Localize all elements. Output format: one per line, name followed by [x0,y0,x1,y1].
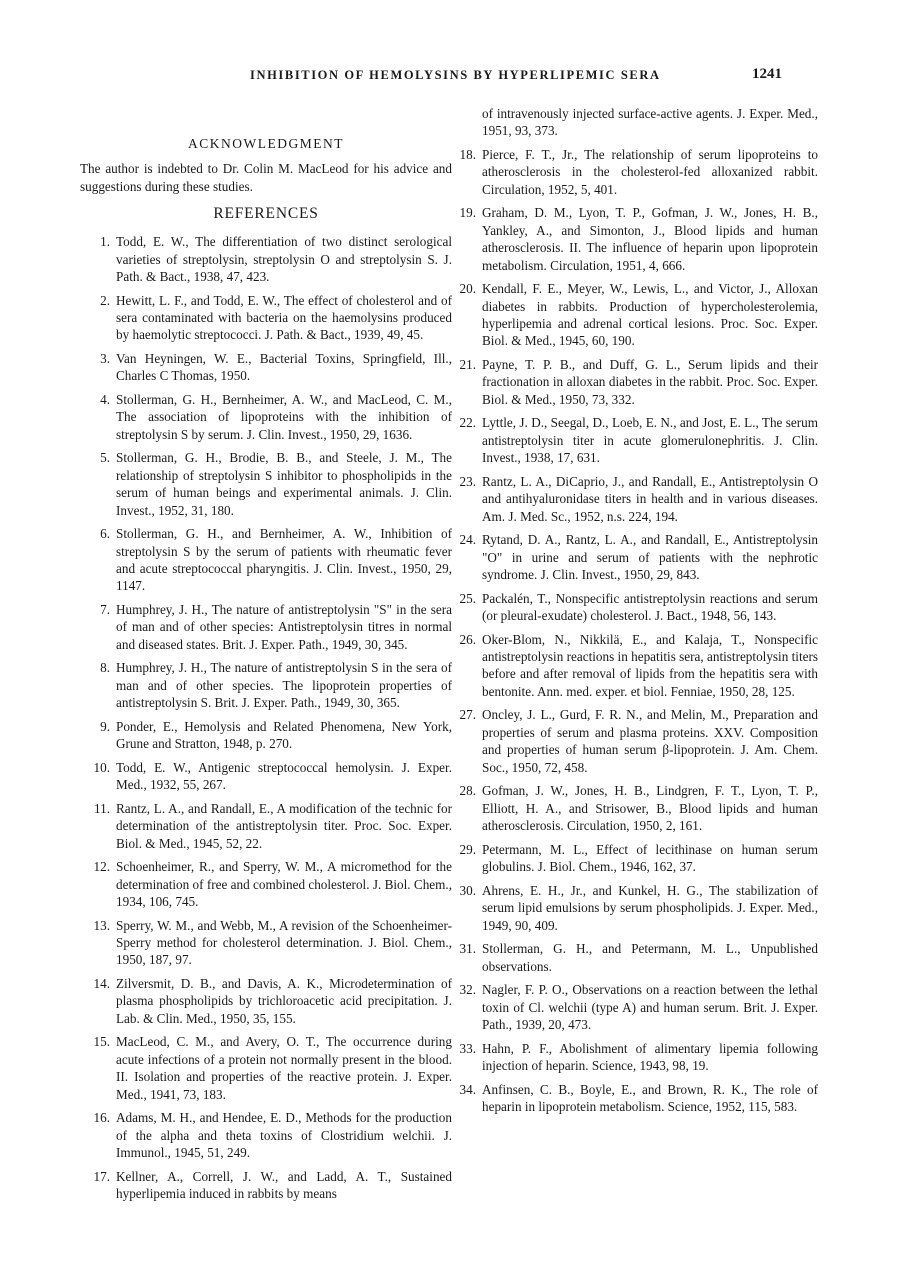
reference-entry [80,975,452,1027]
left-column [80,128,452,1209]
reference-entry [446,882,818,934]
reference-entry [80,233,452,285]
reference-number: 14. [93,976,110,992]
reference-text: Lyttle, J. D., Seegal, D., Loeb, E. N., and Jost, E. L., The serum antistreptolysin titer in acute glomerulonephritis. J. Clin. Invest., 1938, 17, 631. [482,415,818,466]
reference-text: Anfinsen, C. B., Boyle, E., and Brown, R. K., The role of heparin in lipoprotein metabolism. Science, 1952, 115, 583. [482,1081,818,1114]
references-heading: REFERENCES [213,205,319,223]
reference-text: Ponder, E., Hemolysis and Related Phenomena, New York, Grune and Stratton, 1948, p. 270. [116,718,452,752]
reference-entry [446,146,818,198]
page-number: 1241 [752,66,782,82]
reference-number: 2. [100,292,110,308]
reference-text: Oncley, J. L., Gurd, F. R. N., and Melin, M., Preparation and properties of serum and plasma proteins. XXV. Composition and properties of human serum β-lipoprotein. J. Am. Chem. Soc., 1950, 72, 458. [482,707,818,775]
reference-text: Oker-Blom, N., Nikkilä, E., and Kalaja, T., Nonspecific antistreptolysin reactions in hepatitis sera, antistreptolysin titers before and after removal of lipids from the hepatitis sera with bentonite. Ann. med. exper. et biol. Fenniae, 1950, 28, 125. [482,631,818,699]
reference-text: Rytand, D. A., Rantz, L. A., and Randall, E., Antistreptolysin "O" in urine and serum of patients with the nephrotic syndrome. J. Clin. Invest., 1950, 29, 843. [482,532,818,583]
reference-text: Kellner, A., Correll, J. W., and Ladd, A. T., Sustained hyperlipemia induced in rabbits by means [116,1168,452,1202]
reference-number: 17. [93,1168,110,1184]
reference-entry [446,531,818,583]
references-list-left [80,233,452,1202]
reference-number: 19. [459,205,476,221]
reference-text: Stollerman, G. H., and Bernheimer, A. W., Inhibition of streptolysin S by the serum of patients with rheumatic fever and acute streptococcal pharyngitis. J. Clin. Invest., 1950, 29, 1147. [116,526,452,594]
reference-entry [80,391,452,443]
reference-number: 16. [93,1110,110,1126]
reference-text: Ahrens, E. H., Jr., and Kunkel, H. G., The stabilization of serum lipid emulsions by serum phospholipids. J. Exper. Med., 1949, 90, 409. [482,882,818,933]
reference-text: Stollerman, G. H., Bernheimer, A. W., and MacLeod, C. M., The association of lipoproteins with the inhibition of streptolysin S by serum. J. Clin. Invest., 1950, 29, 1636. [116,392,452,442]
reference-entry [80,292,452,344]
reference-text: Rantz, L. A., and Randall, E., A modification of the technic for determination of the antistreptolysin titer. Proc. Soc. Exper. Biol. & Med., 1945, 52, 22. [116,800,452,851]
reference-text: Schoenheimer, R., and Sperry, W. M., A micromethod for the determination of free and combined cholesterol. J. Biol. Chem., 1934, 106, 745. [116,859,452,910]
reference-entry [446,841,818,876]
reference-entry [446,356,818,408]
reference-number: 3. [100,351,110,366]
running-title: INHIBITION OF HEMOLYSINS BY HYPERLIPEMIC SERA [250,68,661,82]
reference-entry [446,204,818,274]
reference-number: 21. [459,357,476,373]
reference-number: 25. [459,590,476,606]
reference-entry [446,1081,818,1116]
reference-entry [80,800,452,852]
reference-entry [80,525,452,595]
reference-text: Adams, M. H., and Hendee, E. D., Methods for the production of the alpha and theta toxins of Clostridium welchii. J. Immunol., 1945, 51, 249. [116,1110,452,1161]
reference-text: Graham, D. M., Lyon, T. P., Gofman, J. W., Jones, H. B., Yankley, A., and Simonton, J., Blood lipids and human atherosclerosis. II. The influence of heparin upon lipoprotein metabolism. Circulation, 1951, 4, 666. [482,205,818,273]
reference-number: 15. [93,1034,110,1050]
reference-number: 6. [100,526,110,542]
reference-entry [80,350,452,385]
reference-number: 4. [100,392,110,407]
reference-number: 24. [459,532,476,548]
reference-entry [80,601,452,653]
reference-entry [446,414,818,466]
reference-entry [80,759,452,794]
reference-text: Rantz, L. A., DiCaprio, J., and Randall, E., Antistreptolysin O and antihyaluronidase titers in health and in various diseases. Am. J. Med. Sc., 1952, n.s. 224, 194. [482,473,818,524]
reference-entry [80,858,452,910]
reference-entry [446,590,818,625]
reference-number: 13. [93,917,110,933]
reference-number: 18. [459,147,476,162]
reference-entry [80,449,452,519]
reference-text: Zilversmit, D. B., and Davis, A. K., Microdetermination of plasma phospholipids by trichloroacetic acid precipitation. J. Lab. & Clin. Med., 1950, 35, 155. [116,976,452,1026]
reference-number: 7. [100,602,110,618]
reference-number: 27. [459,707,476,723]
acknowledgment-text: The author is indebted to Dr. Colin M. MacLeod for his advice and suggestions during these studies. [80,161,452,194]
reference-number: 20. [459,281,476,297]
reference-entry [446,981,818,1033]
reference-entry [80,1109,452,1161]
reference-number: 30. [459,882,476,898]
reference-text: Hahn, P. F., Abolishment of alimentary lipemia following injection of heparin. Science, 1943, 98, 19. [482,1040,818,1073]
reference-number: 10. [93,759,110,775]
reference-number: 32. [459,982,476,998]
reference-text: Sperry, W. M., and Webb, M., A revision of the Schoenheimer-Sperry method for cholesterol determination. J. Biol. Chem., 1950, 187, 97. [116,917,452,968]
reference-text: Petermann, M. L., Effect of lecithinase on human serum globulins. J. Biol. Chem., 1946, 162, 37. [482,841,818,875]
reference-number: 12. [93,859,110,875]
reference-text: Todd, E. W., The differentiation of two distinct serological varieties of streptolysin, streptolysin O and streptolysin S. J. Path. & Bact., 1938, 47, 423. [116,234,452,284]
reference-text: Nagler, F. P. O., Observations on a reaction between the lethal toxin of Cl. welchii (type A) and human serum. Brit. J. Exper. Path., 1939, 20, 473. [482,982,818,1032]
reference-entry [80,1168,452,1203]
reference-entry [446,473,818,525]
reference-entry [446,706,818,776]
reference-entry [446,940,818,975]
reference-text: Pierce, F. T., Jr., The relationship of serum lipoproteins to atherosclerosis in the cholesterol-fed alloxanized rabbit. Circulation, 1952, 5, 401. [482,147,818,197]
reference-entry [80,1033,452,1103]
reference-number: 1. [100,234,110,250]
reference-text: Gofman, J. W., Jones, H. B., Lindgren, F. T., Lyon, T. P., Elliott, H. A., and Strisower, B., Blood lipids and human atherosclerosis. Circulation, 1950, 2, 161. [482,783,818,834]
reference-text: Hewitt, L. F., and Todd, E. W., The effect of cholesterol and of sera contaminated with bacteria on the haemolysins produced by haemolytic streptococci. J. Path. & Bact., 1939, 49, 45. [116,292,452,343]
reference-entry [80,659,452,711]
reference-text: Todd, E. W., Antigenic streptococcal hemolysin. J. Exper. Med., 1932, 55, 267. [116,759,452,793]
reference-text: Humphrey, J. H., The nature of antistreptolysin "S" in the sera of man and of other species: Antistreptolysin titres in normal and diseased states. Brit. J. Exper. Path., 1949, 30, 345. [116,602,452,652]
reference-number: 23. [459,473,476,489]
reference-number: 5. [100,450,110,466]
reference-text: Humphrey, J. H., The nature of antistreptolysin S in the sera of man and of other species. The lipoprotein properties of antistreptolysin S. Brit. J. Exper. Path., 1949, 30, 365. [116,660,452,711]
reference-number: 31. [459,941,476,957]
reference-number: 34. [459,1081,476,1097]
reference-number: 26. [459,631,476,647]
reference-entry [446,280,818,350]
reference-text: MacLeod, C. M., and Avery, O. T., The occurrence during acute infections of a protein not normally present in the blood. II. Isolation and properties of the reactive protein. J. Exper. Med., 1941, 73, 183. [116,1034,452,1102]
reference-number: 9. [100,718,110,734]
reference-text: Stollerman, G. H., Brodie, B. B., and Steele, J. M., The relationship of streptolysin S inhibitor to phospholipids in the serum of human beings and experimental animals. J. Clin. Invest., 1952, 31, 180. [116,450,452,518]
reference-entry [80,917,452,969]
references-list-right [446,146,818,1115]
reference-text: Stollerman, G. H., and Petermann, M. L., Unpublished observations. [482,941,818,974]
right-column [446,105,818,1122]
reference-entry [446,782,818,834]
reference-text: Packalén, T., Nonspecific antistreptolysin reactions and serum (or pleural-exudate) cholesterol. J. Bact., 1948, 56, 143. [482,590,818,624]
reference-entry [446,1040,818,1075]
reference-number: 11. [94,800,110,816]
reference-number: 33. [459,1040,476,1056]
reference-number: 8. [100,660,110,676]
reference-continuation: of intravenously injected surface-active agents. J. Exper. Med., 1951, 93, 373. [482,106,818,139]
reference-text: Van Heyningen, W. E., Bacterial Toxins, Springfield, Ill., Charles C Thomas, 1950. [116,351,452,384]
reference-number: 29. [459,841,476,857]
reference-text: Payne, T. P. B., and Duff, G. L., Serum lipids and their fractionation in alloxan diabetes in the rabbit. Proc. Soc. Exper. Biol. & Med., 1950, 73, 332. [482,357,818,407]
reference-entry [80,718,452,753]
reference-entry [446,631,818,701]
acknowledgment-heading: ACKNOWLEDGMENT [188,136,344,151]
reference-number: 28. [459,783,476,799]
reference-number: 22. [459,415,476,431]
reference-text: Kendall, F. E., Meyer, W., Lewis, L., and Victor, J., Alloxan diabetes in rabbits. Production of hypercholesterolemia, hyperlipemia and adrenal cortical lesions. Proc. Soc. Exper. Biol. & Med., 1945, 60, 190. [482,281,818,349]
